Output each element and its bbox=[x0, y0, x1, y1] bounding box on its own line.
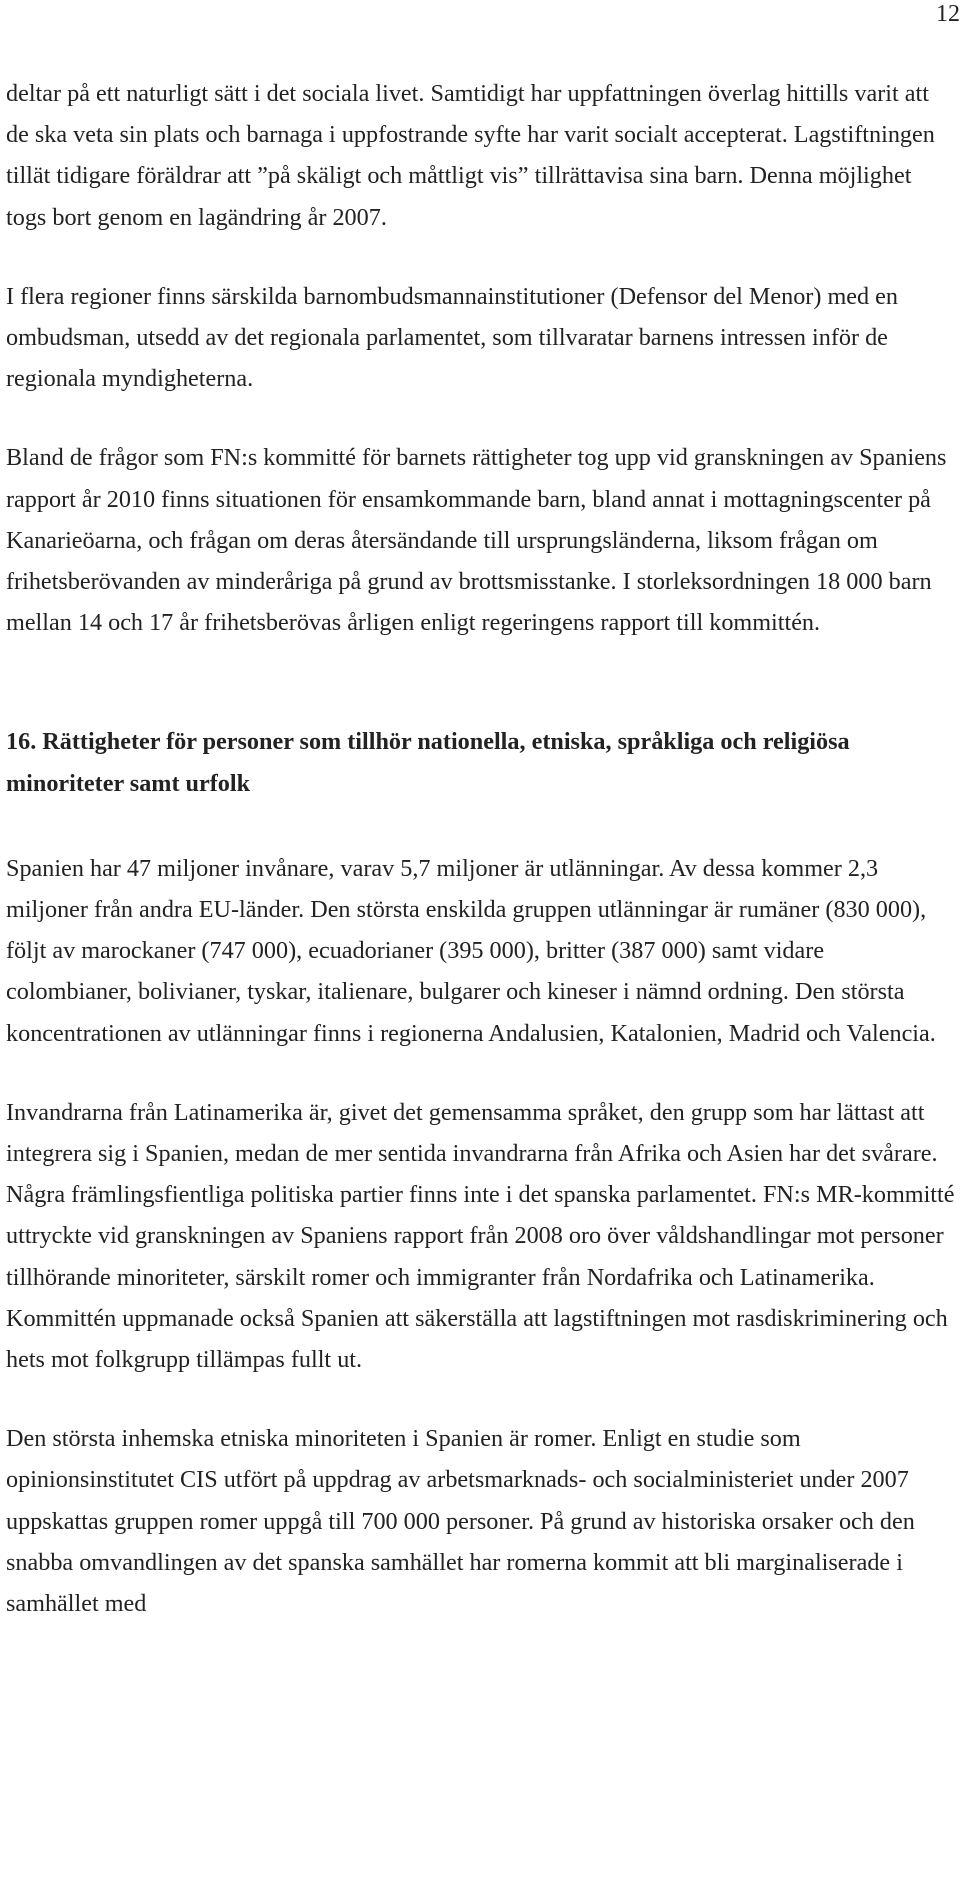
paragraph: Den största inhemska etniska minoriteten i Spanien är romer. Enligt en studie som opinionsinstitutet CIS utfört på uppdrag av arbetsmarknads- och socialministeriet under 2007 uppskattas gruppen romer uppgå till 700 000 personer. På grund av historiska orsaker och den snabba omvandlingen av det spanska samhället har romerna kommit att bli marginaliserade i samhället med bbox=[6, 1425, 915, 1618]
paragraph: I flera regioner finns särskilda barnombudsmannainstitutioner (Defensor del Menor) med en ombudsman, utsedd av det regionala parlamentet, som tillvaratar barnens intressen inför de regionala myndigheterna. bbox=[6, 282, 898, 393]
paragraph: Spanien har 47 miljoner invånare, varav 5,7 miljoner är utlänningar. Av dessa kommer 2,3 miljoner från andra EU-länder. Den största enskilda gruppen utlänningar är rumäner (830 000), följt av marockaner (747 000), ecuadorianer (395 000), britter (387 000) samt vidare colombianer, bolivianer, tyskar, italienare, bulgarer och kineser i nämnd ordning. Den största koncentrationen av utlänningar finns i regionerna Andalusien, Katalonien, Madrid och Valencia. bbox=[6, 854, 936, 1047]
section-heading: 16. Rättigheter för personer som tillhör nationella, etniska, språkliga och religiösa minoriteter samt urfolk bbox=[6, 728, 850, 797]
paragraph: deltar på ett naturligt sätt i det sociala livet. Samtidigt har uppfattningen överlag hittills varit att de ska veta sin plats och barnaga i uppfostrande syfte har varit socialt accepterat. Lagstiftningen tillät tidigare föräldrar att ”på skäligt och måttligt vis” tillrättavisa sina barn. Denna möjlighet togs bort genom en lagändring år 2007. bbox=[6, 80, 935, 231]
paragraph: Bland de frågor som FN:s kommitté för barnets rättigheter tog upp vid granskningen av Spaniens rapport år 2010 finns situationen för ensamkommande barn, bland annat i mottagningscenter på Kanarieöarna, och frågan om deras återsändande till ursprungsländerna, liksom frågan om frihetsberövanden av minderåriga på grund av brottsmisstanke. I storleksordningen 18 000 barn mellan 14 och 17 år frihetsberövas årligen enligt regeringens rapport till kommittén. bbox=[6, 444, 947, 637]
page-number: 12 bbox=[936, 1, 960, 27]
document-body bbox=[6, 73, 956, 1624]
paragraph: Invandrarna från Latinamerika är, givet det gemensamma språket, den grupp som har lättast att integrera sig i Spanien, medan de mer sentida invandrarna från Afrika och Asien har det svårare. Några främlingsfientliga politiska partier finns inte i det spanska parlamentet. FN:s MR-kommitté uttryckte vid granskningen av Spaniens rapport från 2008 oro över våldshandlingar mot personer tillhörande minoriteter, särskilt romer och immigranter från Nordafrika och Latinamerika. Kommittén uppmanade också Spanien att säkerställa att lagstiftningen mot rasdiskriminering och hets mot folkgrupp tillämpas fullt ut. bbox=[6, 1098, 955, 1374]
